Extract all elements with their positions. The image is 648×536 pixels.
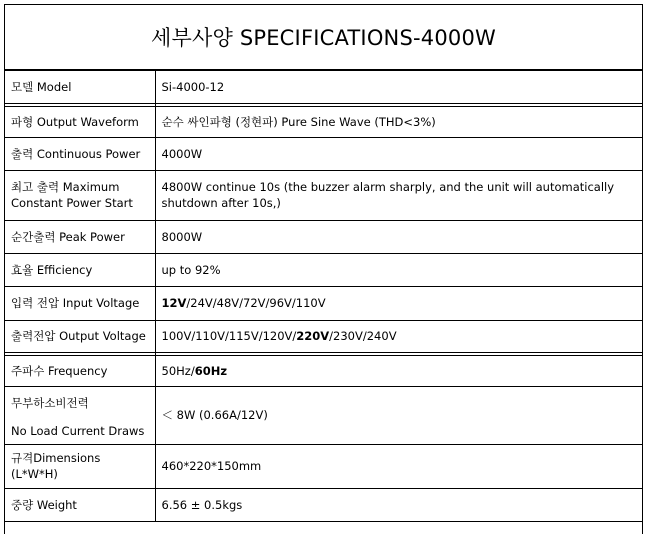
row-value-waveform: 순수 싸인파형 (정현파) Pure Sine Wave (THD<3%) [155, 106, 642, 137]
row-value-dimensions: 460*220*150mm [155, 444, 642, 488]
label-line: (L*W*H) [11, 467, 58, 481]
table-row [5, 170, 642, 220]
row-label-waveform: 파형 Output Waveform [5, 106, 155, 137]
value-line: shutdown after 10s,) [161, 196, 281, 210]
table-row [5, 253, 642, 286]
value-rest: /24V/48V/72V/96V/110V [186, 296, 326, 310]
table-row [5, 106, 642, 137]
highlight-value: 60Hz [194, 363, 228, 378]
row-value-output-voltage [155, 320, 642, 352]
no-load-label-block [11, 387, 149, 443]
spec-sheet [4, 4, 643, 534]
label-line: 무부하소비전력 [11, 396, 89, 410]
sheet-title: 세부사양 SPECIFICATIONS-4000W [5, 5, 642, 71]
row-label-max-power [5, 170, 155, 220]
table-row [5, 137, 642, 170]
row-label-peak-power: 순간출력 Peak Power [5, 220, 155, 253]
value-pre: 50Hz/ [161, 363, 195, 378]
highlight-value: 220V [296, 329, 330, 343]
table-row [5, 386, 642, 444]
row-label-model: 모델 Model [5, 71, 155, 103]
spec-table [5, 71, 642, 522]
value-pre: 100V/110V/115V/120V/ [161, 329, 297, 343]
row-value-weight: 6.56 ± 0.5kgs [155, 488, 642, 521]
label-line: 최고 출력 Maximum [11, 180, 120, 194]
label-line: 규격Dimensions [11, 451, 101, 465]
highlight-value: 12V [161, 296, 187, 310]
row-label-frequency: 주파수 Frequency [5, 355, 155, 386]
table-row [5, 286, 642, 320]
row-label-output-voltage: 출력전압 Output Voltage [5, 320, 155, 352]
table-row [5, 220, 642, 253]
table-row [5, 355, 642, 386]
row-value-peak-power: 8000W [155, 220, 642, 253]
value-rest: /230V/240V [329, 329, 397, 343]
row-label-continuous-power: 출력 Continuous Power [5, 137, 155, 170]
row-value-continuous-power: 4000W [155, 137, 642, 170]
row-value-input-voltage [155, 286, 642, 320]
row-value-no-load: ＜ 8W (0.66A/12V) [155, 386, 642, 444]
row-value-max-power [155, 170, 642, 220]
label-line: Constant Power Start [11, 196, 133, 210]
value-line: 4800W continue 10s (the buzzer alarm sharply, and the unit will automatically [161, 180, 615, 194]
row-label-dimensions [5, 444, 155, 488]
row-value-model: Si-4000-12 [155, 71, 642, 103]
label-line: No Load Current Draws [11, 424, 145, 438]
row-value-frequency [155, 355, 642, 386]
table-row [5, 71, 642, 103]
row-label-input-voltage: 입력 전압 Input Voltage [5, 286, 155, 320]
table-row [5, 320, 642, 352]
row-label-efficiency: 효율 Efficiency [5, 253, 155, 286]
row-label-weight: 중량 Weight [5, 488, 155, 521]
table-row [5, 444, 642, 488]
row-label-no-load [5, 386, 155, 444]
row-value-efficiency: up to 92% [155, 253, 642, 286]
table-row [5, 488, 642, 521]
